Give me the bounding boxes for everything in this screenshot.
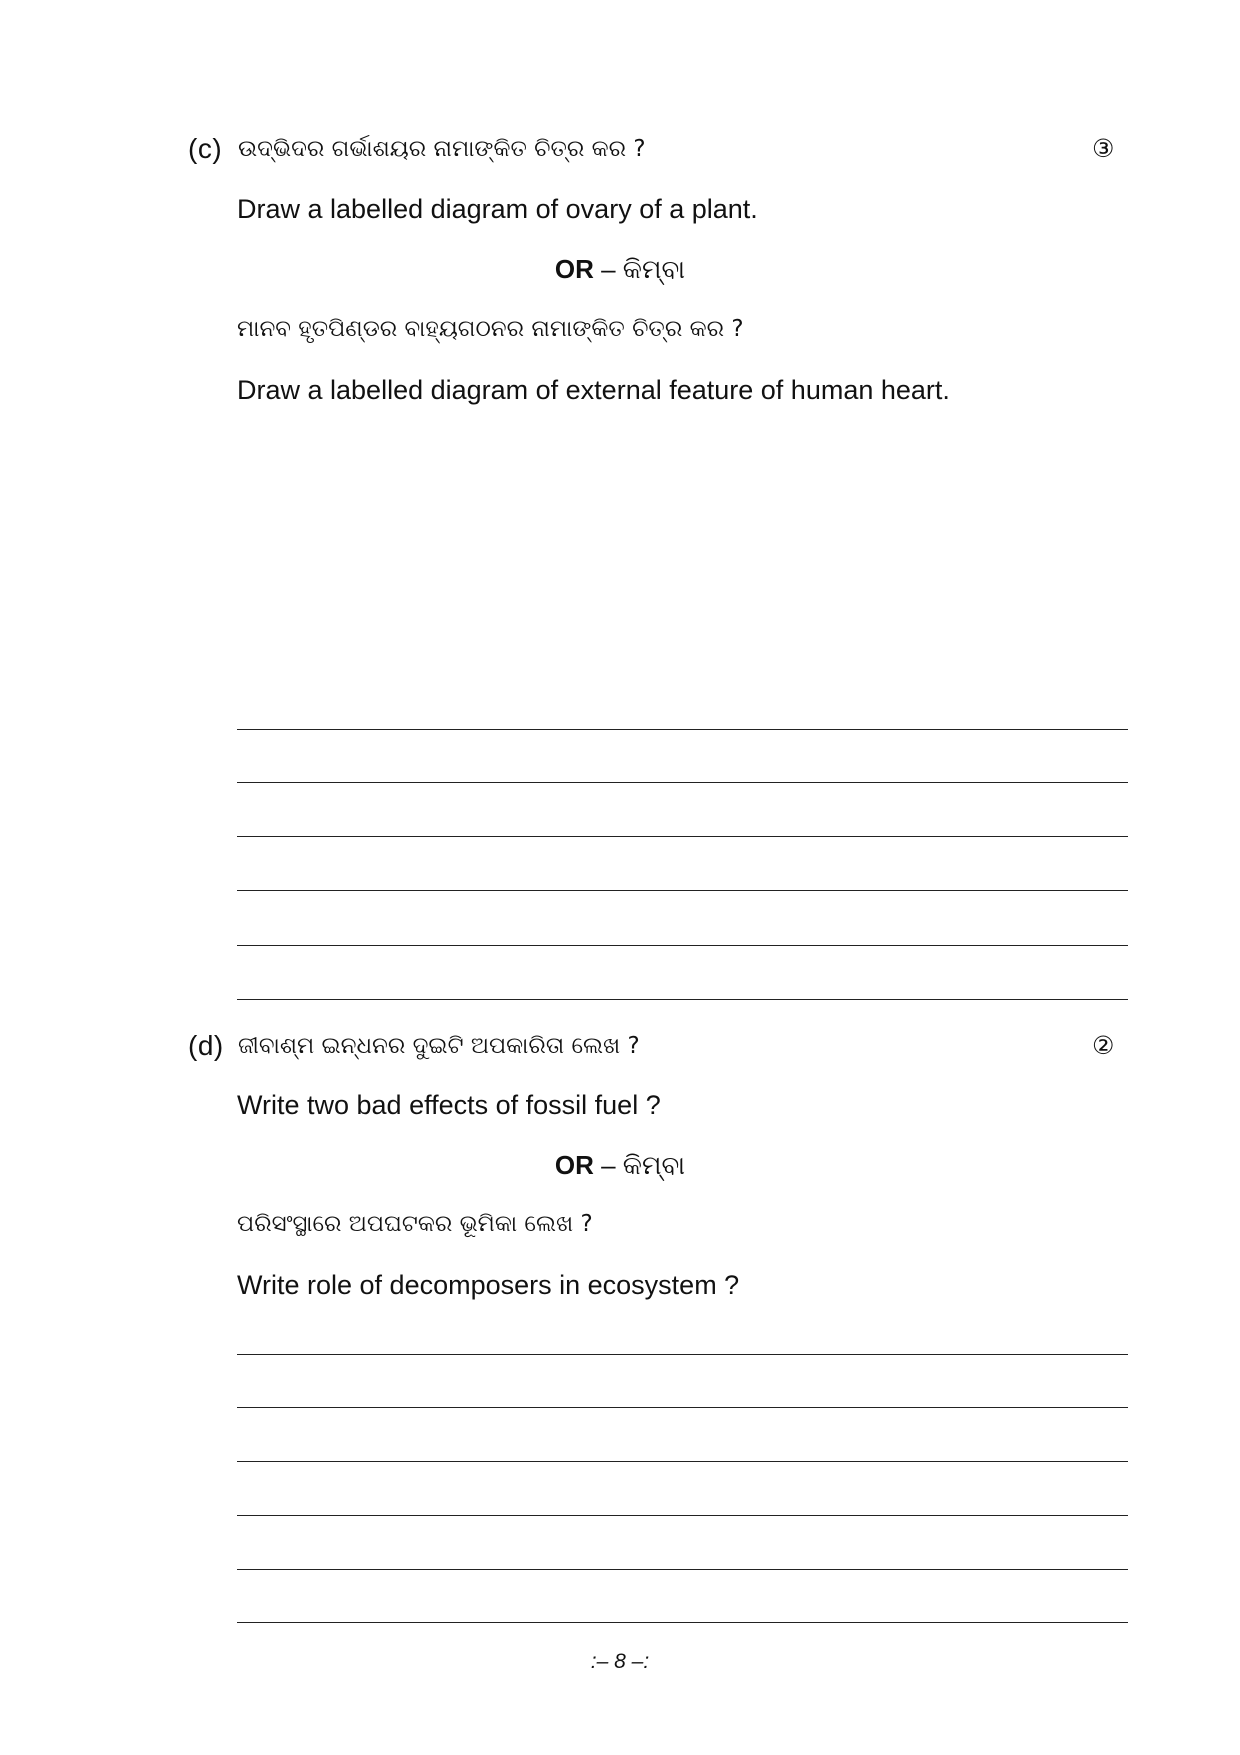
answer-line[interactable]	[237, 890, 1128, 891]
answer-line[interactable]	[237, 945, 1128, 946]
answer-line[interactable]	[237, 836, 1128, 837]
answer-line[interactable]	[237, 1515, 1128, 1516]
alternative-question-english-text: Write role of decomposers in ecosystem ?	[237, 1270, 740, 1300]
answer-line[interactable]	[237, 1569, 1128, 1570]
or-label: OR	[554, 254, 594, 284]
answer-line[interactable]	[237, 999, 1128, 1000]
answer-line[interactable]	[237, 1407, 1128, 1408]
question-odia-text: ଉଦ୍ଭିଦର ଗର୍ଭାଶୟର ନାମାଙ୍କିତ ଚିତ୍ର କର ?	[238, 136, 646, 162]
question-odia-text: ଜୀବାଶ୍ମ ଇନ୍ଧନର ଦୁଇଟି ଅପକାରିତା ଲେଖ ?	[238, 1033, 640, 1059]
alternative-question-odia-text: ପରିସଂସ୍ଥାରେ ଅପଘଟକର ଭୂମିକା ଲେଖ ?	[237, 1211, 593, 1237]
answer-line[interactable]	[237, 1354, 1128, 1355]
answer-line[interactable]	[237, 782, 1128, 783]
marks-badge: ③	[1092, 134, 1115, 163]
or-odia-label: – କିମ୍ବା	[601, 254, 686, 284]
question-label: (d)	[188, 1030, 224, 1061]
answer-line[interactable]	[237, 729, 1128, 730]
or-odia-label: – କିମ୍ବା	[601, 1150, 686, 1180]
marks-badge: ②	[1092, 1031, 1115, 1060]
answer-line[interactable]	[237, 1622, 1128, 1623]
answer-line[interactable]	[237, 1461, 1128, 1462]
question-english-text: Write two bad effects of fossil fuel ?	[237, 1090, 661, 1120]
alternative-question-odia-text: ମାନବ ହୃତପିଣ୍ଡର ବାହ୍ୟଗଠନର ନାମାଙ୍କିତ ଚିତ୍ର କର ?	[237, 316, 744, 342]
page-number: :– 8 –:	[590, 1650, 650, 1673]
or-divider	[0, 254, 1240, 286]
question-label: (c)	[188, 133, 223, 164]
alternative-question-english-text: Draw a labelled diagram of external feature of human heart.	[237, 375, 950, 405]
or-label: OR	[554, 1150, 594, 1180]
or-divider	[0, 1150, 1240, 1182]
question-english-text: Draw a labelled diagram of ovary of a plant.	[237, 194, 758, 224]
